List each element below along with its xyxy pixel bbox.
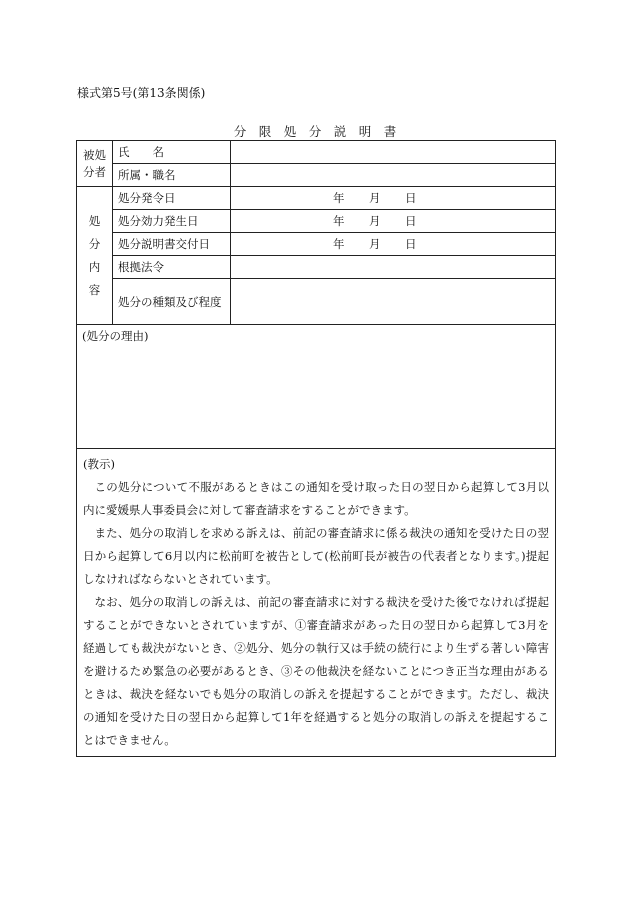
issue-month-unit: 月: [369, 191, 381, 205]
disposition-category-char3: 内: [88, 259, 101, 274]
delivery-date-label: 処分説明書交付日: [113, 233, 231, 256]
document-title: 分 限 処 分 説 明 書: [233, 124, 397, 139]
disposition-category-char4: 容: [88, 282, 101, 297]
effective-year-unit: 年: [333, 214, 345, 228]
subject-category-line1: 被処: [83, 147, 106, 162]
name-field[interactable]: [231, 141, 556, 164]
effective-date-field[interactable]: [231, 210, 556, 233]
type-field[interactable]: [231, 279, 556, 325]
delivery-day-unit: 日: [405, 237, 417, 251]
dept-label: 所属・職名: [113, 164, 231, 187]
issue-year-unit: 年: [333, 191, 345, 205]
issue-date-field[interactable]: [231, 187, 556, 210]
basis-field[interactable]: [231, 256, 556, 279]
name-label: 氏 名: [113, 141, 231, 164]
form-number: 様式第5号(第13条関係): [77, 86, 206, 100]
delivery-date-field[interactable]: [231, 233, 556, 256]
notice-heading: (教示): [83, 457, 115, 471]
effective-day-unit: 日: [405, 214, 417, 228]
issue-day-unit: 日: [405, 191, 417, 205]
reason-box[interactable]: [77, 325, 556, 449]
notice-box: [77, 449, 556, 757]
form-table: [76, 140, 556, 757]
notice-paragraph-2: また、処分の取消しを求める訴えは、前記の審査請求に係る裁決の通知を受けた日の翌日から起算して6月以内に松前町を被告として(松前町長が被告の代表者となります。)提起しなければならないとされています。: [83, 526, 549, 586]
disposition-category-char2: 分: [88, 236, 101, 251]
effective-date-label: 処分効力発生日: [113, 210, 231, 233]
delivery-month-unit: 月: [369, 237, 381, 251]
notice-paragraph-3: なお、処分の取消しの訴えは、前記の審査請求に対する裁決を受けた後でなければ提起することができないとされていますが、①審査請求があった日の翌日から起算して3月を経過しても裁決がないとき、②処分、処分の執行又は手続の続行により生ずる著しい障害を避けるため緊急の必要があるとき、③その他裁決を経ないことにつき正当な理由があるときは、裁決を経ないでも処分の取消しの訴えを提起することができます。ただし、裁決の通知を受けた日の翌日から起算して1年を経過すると処分の取消しの訴えを提起することはできません。: [83, 595, 549, 747]
effective-month-unit: 月: [369, 214, 381, 228]
issue-date-label: 処分発令日: [113, 187, 231, 210]
subject-category-line2: 分者: [83, 164, 106, 179]
delivery-year-unit: 年: [333, 237, 345, 251]
basis-label: 根拠法令: [113, 256, 231, 279]
subject-category: [77, 141, 113, 187]
disposition-category: [77, 187, 113, 325]
type-label: 処分の種類及び程度: [113, 279, 231, 325]
notice-paragraph-1: この処分について不服があるときはこの通知を受け取った日の翌日から起算して3月以内に愛媛県人事委員会に対して審査請求をすることができます。: [83, 480, 549, 517]
dept-field[interactable]: [231, 164, 556, 187]
reason-label: (処分の理由): [82, 329, 149, 343]
disposition-category-char1: 処: [88, 213, 101, 228]
